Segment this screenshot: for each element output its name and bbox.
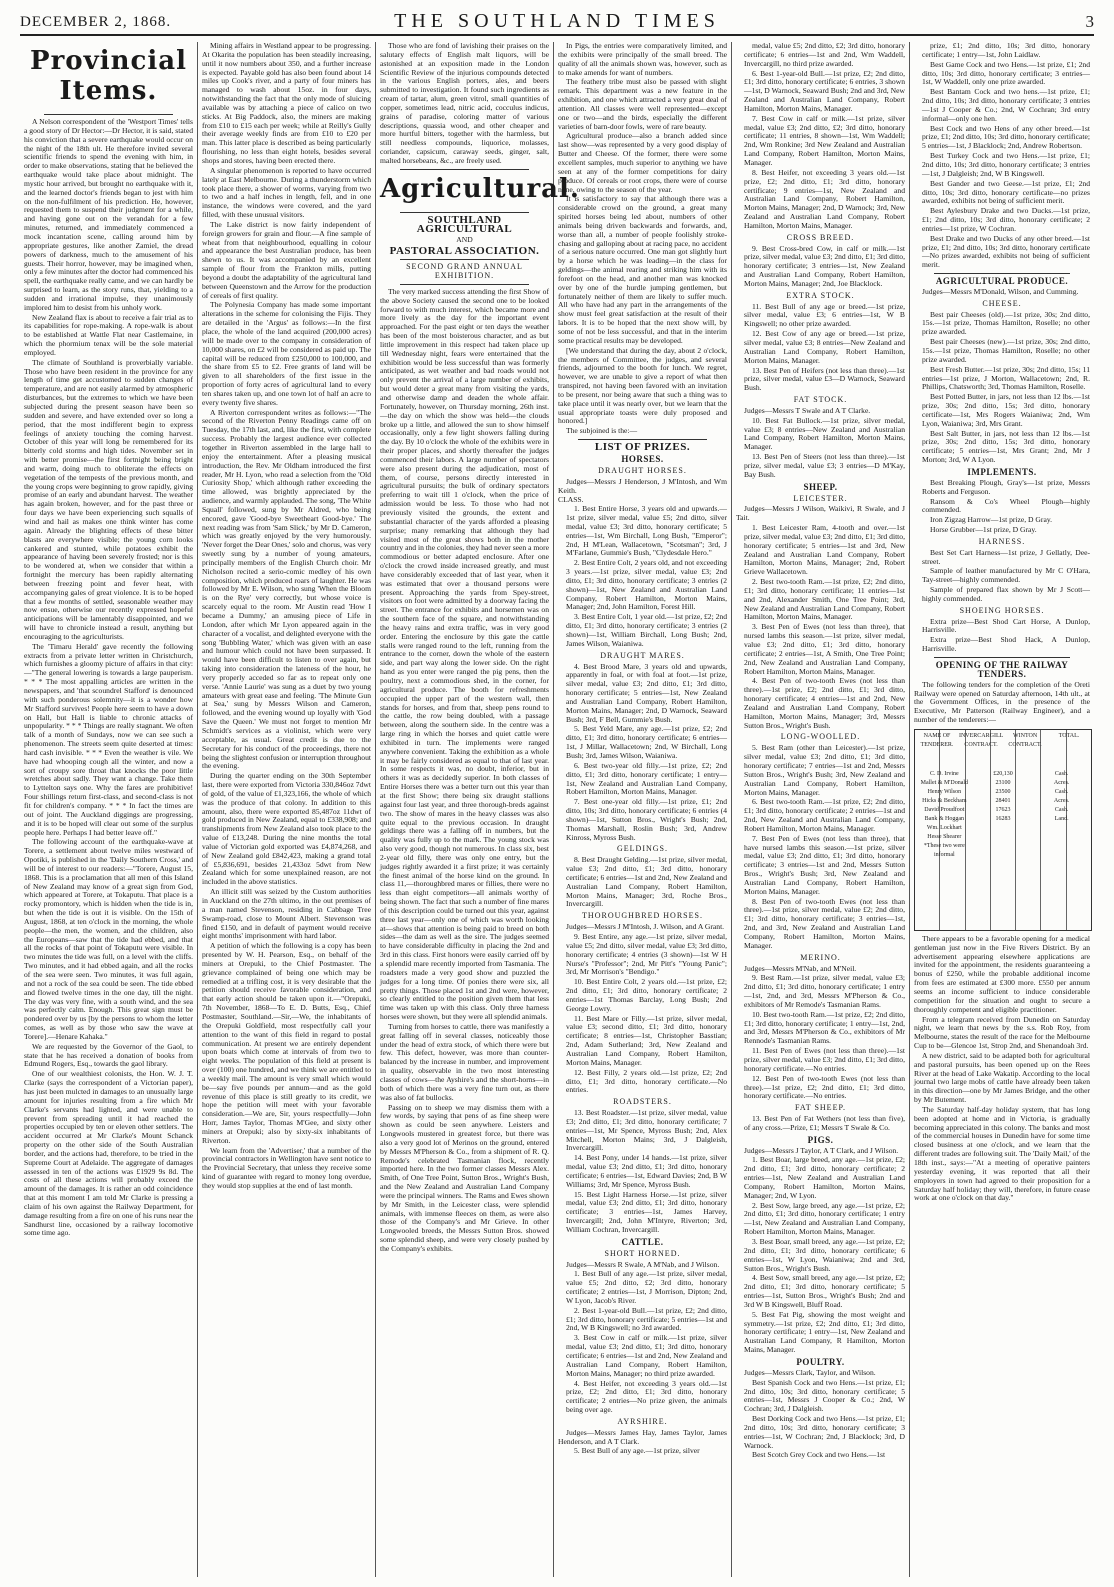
newspaper-title: THE SOUTHLAND TIMES — [394, 10, 720, 32]
prize-entry: Best Aylesbury Drake and two Ducks.—1st prize, £1; 2nd ditto, 10s; 3rd ditto, honorary certificate; 2 entries—1st prize, W Cochran. — [922, 206, 1090, 233]
prize-entries — [736, 974, 905, 1101]
prize-entries — [736, 417, 905, 480]
prize-entries — [558, 933, 727, 1095]
prize-entry: 1. Best Entire Horse, 3 years old and upwards.—1st prize, silver medal, value £5; 2nd ditto, silver medal, value £3; 3rd ditto, honorary certificate; 5 entries—1st, Wm Birchall, Long Bush, "Emperor"; 2nd, H M'Lean, Wallacetown, "Scotsman"; 3rd, J M'Farlane, Gummie's Bush, "Clydesdale Hero." — [566, 504, 727, 558]
tenderer-name: Mallet & M'Donald — [920, 779, 969, 786]
prize-entry: 7. Best Pen of Ewes (not less than three), that have nursed lambs this season.—1st prize, silver medal, value £3; 2nd ditto, £1; 3rd ditto, honorary certificate; 3 entries—1st and 2nd, Messrs Sutton Bros., Wright's Bush; 3rd, New Zealand and Australian Land Company, Robert Hamilton, Morton Mains, Manager. — [744, 833, 905, 896]
article-paragraph: It is satisfactory to say that although there was a considerable crowd on the ground, a great many spirited horses being led about, numbers of other animals being driven backwards and forwards, and, worse than all, a number of people foolishly stroke-chasing and galloping about at racing pace, no accident of a serious nature occurred. One man got slightly hurt by a horse which he was leading—in the class for geldings—the animal rearing and striking him with its forefoot on the head, and another man was knocked over by one of the hurdle jumping gentlemen, but fortunately neither of them are likely to suffer much. All who have had any part in the arrangements of the show must feel great satisfaction at the result of their labors. It is to be hoped that the next show will, by some of not be less successful, and that in the interim some practical results may be developed. — [558, 194, 727, 345]
masthead — [20, 8, 1094, 36]
article-paragraph: A petition of which the following is a copy has been presented by W. H. Pearson, Esq., on behalf of the miners at Orepuki, to the Chief Postmaster. The grievance complained of being one which may be remedied at a trifling cost, it is very desirable that the petition should receive favorable consideration, and that early action should be taken upon it.—"Orepuki, 7th November, 1868—To E. D. Butts, Esq., Chief Postmaster, Southland.—Sir,—We, the inhabitants of the Orepuki Goldfield, most respectfully call your attention to the want of this field in regard to postal communication. At present we are entirely dependent upon boats which come at intervals of from two to eight weeks. The population of this field at present is over (100) one hundred, and we think we are entitled to a weekly mail. The amount is very small which would be—say five pounds per annum—and as the gold revenue of this place is still greatly to its credit, we hope the petition will meet with your favorable consideration.—We are, Sir, yours respectfully—John Horr, James Taylor, Thomas M'Gee, and sixty other miners at Orepuki; also by sixty-six inhabitants of Riverton. — [202, 941, 371, 1145]
article-paragraph: The feathery tribe must also be passed with slight remark. This department was a new feature in the exhibition, and one which attracted a very great deal of attention. All classes were well represented—except one or two—and the birds, especially the different varieties of barn-door fowls, were of rare beauty. — [558, 77, 727, 131]
table-subheader: Acres. — [1053, 779, 1070, 786]
article-paragraph: From a telegram received from Dunedin on Saturday night, we learn that news by the s.s. Rob Roy, from Melbourne, states the result of the race for the Melbourne Cup to be—Glencoe 1st, Strop 2nd, and Shenandoah 3rd. — [914, 1014, 1090, 1051]
article-paragraph: The Saturday half-day holiday system, that has long been adopted at home and in Victoria, is gradually becoming appreciated in this colony. The banks and most of the commercial houses in Dunedin have for some time closed business at one o'clock, and we learn that the different trades are following suit. The 'Daily Mail,' of the 18th inst., says:—"At a meeting of operative painters yesterday evening, it was reported that all their employers in town had agreed to their proposition for a Saturday half holiday; they will, therefore, in future cease work at one o'clock on that day." — [914, 1104, 1091, 1203]
prize-entry: 2. Best Sow, large breed, any age.—1st prize, £2; 2nd ditto, £1; 3rd ditto, honorary certificate; 1 entry—1st, New Zealand and Australian Land Company, Robert Hamilton, Morton Mains, Manager. — [744, 1200, 905, 1237]
column-6-articles — [914, 935, 1090, 1203]
judges-line: Judges—Messrs T Swale and A T Clarke. — [744, 405, 871, 415]
prize-entry: 11. Best Pen of Ewes (not less than three).—1st prize, silver medal, value £3; 2nd ditto, £1; 3rd ditto, honorary certificate.—No entries. — [744, 1046, 905, 1073]
shorthorn-heading: SHORT HORNED. — [604, 1248, 681, 1258]
prize-entries — [558, 505, 727, 649]
cash-values — [974, 770, 1033, 860]
column-2-articles — [202, 42, 371, 1191]
prize-entries — [558, 1447, 727, 1456]
prize-entry: 7. Best Cow in calf or milk.—1st prize, silver medal, value £3; 2nd ditto, £2; 3rd ditto, honorary certificate; 11 entries, 8 shown—1st, Wm Waddell; 2nd, Wm Ronkine; 3rd New Zealand and Australian Land Company, Robert Hamilton, Morton Mains, Manager. — [744, 113, 905, 167]
table-subheader: Cash. — [1054, 770, 1069, 777]
exhibition-heading: SECOND GRAND ANNUAL EXHIBITION. — [406, 262, 523, 281]
article-paragraph: The Polynesia Company has made some important alterations in the scheme for colonising the Fijis. They are detailed in the 'Argus' as follows:—In the first place, the whole of the land acquired (200,000 acres) will be made over to the company in consideration of 10,000 shares, on £2 will be considered as paid up. The capital will be reduced from £250,000 to 100,000, and the share from £5 to £2. Free grants of land will be given to all shareholders of the first issue in the proportion of forty acres of agricultural land to every ten shares taken up, and one town lot of half an acre to every twenty five shares. — [202, 300, 371, 407]
prize-entry: 6. Best two-tooth Ram.—1st prize, £2; 2nd ditto, £1; 3rd ditto, honorary certificate; 2 entries—1st and 2nd, New Zealand and Australian Land Company, Robert Hamilton, Morton Mains, Manager. — [744, 797, 905, 833]
tenderer-name: Henry Wilson — [927, 788, 962, 795]
horses-heading: HORSES. — [621, 453, 664, 464]
prize-entry: Best pair Cheeses (old).—1st prize, 30s; 2nd ditto, 15s.—1st prize, Thomas Hamilton, Roselle; no other prize awarded. — [922, 309, 1090, 337]
prize-entry: 6. Best 1-year-old Bull.—1st prize, £2; 2nd ditto, £1; 3rd ditto, honorary certificate; 6 entries, 3 shown—1st, D Warnock, Seaward Bush; 2nd and 3rd, New Zealand and Australian Land Company, Robert Hamilton, Morton Mains, Manager. — [744, 68, 905, 113]
draught-horses-heading: DRAUGHT HORSES. — [598, 465, 687, 475]
article-paragraph: In Pigs, the entries were comparatively limited, and the exhibits were principally of the small breed. The quality of all the animals shown was, however, such as to make amends for want of numbers. — [558, 41, 727, 77]
prize-entries — [736, 744, 905, 950]
column-5 — [732, 42, 910, 1577]
prize-entry: 10. Best two-tooth Ram.—1st prize, £2; 2nd ditto, £1; 3rd ditto, honorary certificate; 1 entry—1st, 2nd, and 3rd, Messrs M'Pherson & Co., exhibitors of Mr Rennode's Tasmanian Rams. — [744, 1009, 905, 1046]
prize-entry: 4. Best Heifer, not exceeding 3 years old.—1st prize, £2; 2nd ditto, £1; 3rd ditto, honorary certificate; 2 entries—No prize given, the animals being over age. — [566, 1378, 727, 1415]
page-number: 3 — [1085, 12, 1094, 31]
column-4-report — [558, 42, 727, 436]
tenderer-names — [915, 770, 974, 860]
article-paragraph: The Lake district is now fairly independent of foreign growers for grain and flour.—A fine sample of wheat from that neighbourhood, equalling in colour and appearance the best Australian produce, has been shewn to us. It was accompanied by an excellent sample of flour from the Frankton mills, putting beyond a doubt the adaptability of the agricultural land between Queenstown and the Arrow for the production of cereals of first quality. — [202, 219, 371, 300]
prize-entry: Sample of leather manufactured by Mr C O'Hara, Tay-street—highly commended. — [922, 566, 1090, 585]
tenderer-name: Wm. Lockhart — [926, 824, 962, 831]
prize-entry: 9. Best Cross-bred Cow, in calf or milk.—1st prize, silver medal, value £3; 2nd ditto, £1; 3rd ditto, honorary certificate; 3 entries—1st, New Zealand and Australian Land Company, Robert Hamilton, Morton Mains, Manager; 2nd, Joe Blacklock. — [744, 243, 905, 288]
prize-entry: 13. Best Pen of Steers (not less than three).—1st prize, silver medal, value £3; 3 entries—D M'Kay, Bay Bush. — [744, 452, 905, 479]
article-paragraph: Turning from horses to cattle, there was manifestly a great falling off in several classes, noticeably those under the head of extra stock, of which there were but few. This defect, however, was more than counter-balanced by the increase in number, and improvement in quality, observable in the two most interesting classes of cows—the Ayshire's and the short-horns—in both of which there was a very fine turn out, as there was also of fat bullocks. — [380, 1021, 549, 1102]
table-subheader: Acres. — [1053, 797, 1070, 804]
prize-entry: Iron Zigzag Harrow—1st prize, D Gray. — [930, 515, 1053, 525]
prize-entry: 12. Best Cow of any age or breed.—1st prize, silver medal, value £3; 8 entries—New Zealand and Australian Land Company, Robert Hamilton, Morton Mains, Manager. — [744, 329, 905, 365]
table-subheaders — [1032, 770, 1091, 860]
cash-value: 28401 — [995, 797, 1011, 804]
column-3 — [376, 41, 580, 1577]
title-rule — [44, 114, 173, 115]
judges-line: Judges—Messrs Clark, Taylor, and Wilson. — [744, 1367, 876, 1377]
column-6 — [910, 42, 1094, 1577]
fat-sheep-heading: FAT SHEEP. — [794, 1103, 847, 1113]
prize-entry: 1. Best Leicester Ram, 4-tooth and over.—1st prize, silver medal, value £3; 2nd ditto, £1; 3rd ditto, honorary certificate; 5 entries—1st and 3rd, New Zealand and Australian Land Company, Robert Hamilton, Morton Mains, Manager; 2nd, Robert Grieve Wallacetown. — [744, 523, 905, 577]
prize-entries — [914, 42, 1090, 270]
prize-entry: 2. Best Entire Colt, 2 years old, and not exceeding 3 years.—1st prize, silver medal, value £3; 2nd ditto, £1; 3rd ditto, honorary certificate; 3 entries (2 shown)—1st, New Zealand and Australian Land Company, Robert Hamilton, Morton Mains, Manager; 2nd, John Hamilton, Forest Hill. — [566, 558, 727, 612]
prize-entry: 1. Best Bull of any age.—1st prize, silver medal, value £5; 2nd ditto, £2; 3rd ditto, honorary certificate; 2 entries—1st, J Morrison, Dipton; 2nd, W Lyon, Jacob's River. — [566, 1269, 727, 1305]
article-paragraph: [We understand that during the day, about 2 o'clock, the members of Committee, the judges, and several friends, adjourned to the booth for lunch. We regret, however, we are unable to give a report of what then transpired, not having been favored with an invitation to be present, nor being aware that such a thing was to take place until it was nearly over, but we learn that the usual appropriate toasts were duly proposed and honored.] — [558, 345, 727, 426]
table-header-cell: NAME OF TENDERER. — [920, 732, 954, 748]
long-woolled-heading: LONG-WOOLLED. — [780, 732, 861, 742]
prize-entry: Best Gander and two Geese.—1st prize, £1; 2nd ditto, 10s; 3rd ditto, honorary certificate—no prizes awarded, exhibits not being of sufficient merit. — [922, 178, 1090, 206]
prize-entry: 8. Best Draught Gelding.—1st prize, silver medal, value £3; 2nd ditto, £1; 3rd ditto, honorary certificate; 6 entries—1st and 2nd, New Zealand and Australian Land Company, Robert Hamilton, Morton Mains, Manager; 3rd, Roche Bros., Invercargill. — [566, 855, 727, 909]
prize-entries — [914, 567, 1090, 603]
prize-entries — [914, 618, 1090, 654]
article-paragraph: The very marked success attending the first Show of the above Society caused the second one to be looked forward to with much interest, which became more and more lively as the day for the important event approached. For the past eight or ten days the weather has been of the most boisterous character, and as but little improvement in this respect had taken place up till Wednesday night, fears were entertained that the exhibition would be less successful than was formerly anticipated, as wet weather and bad roads would not only prevent the arrival of a large number of exhibits, but would deter a great many from visiting the yards, and otherwise damp and deaden the whole affair. Fortunately, however, on Thursday morning, 26th inst.—the day on which the show was held—the clouds broke up a little, and allowed the sun to show himself occasionally, only a few light showers falling during the day. By 10 o'clock the whole of the exhibits were in their proper places, and shortly thereafter the judges commenced their labors. A large number of spectators were also present during the adjudication, most of them, of course, persons directly interested in agricultural pursuits; the bulk of ordinary spectators preferring to wait till 1 o'clock, when the price of admission would be less. To those who had not previously visited the grounds, the extent and substantial character of the yards afforded a pleasing surprise; many remarking that although they had visited most of the great shows both in the mother country and in the colonies, they had never seen a more commodious or better adapted enclosure. After one o'clock the crowd inside increased greatly, and must have considerably exceeded that of last year, when it was estimated that over a thousand persons were present. Approaching the yards from Spey-street, visitors on foot were admitted by a doorway facing the street. The entrance for exhibits and horsemen was on the southern face of the square, and notwithstanding the heavy rains and extra traffic, was in very good order. Entering the enclosure by this gate the cattle stalls were ranged round to the left, running from the entrance to the corner, down the whole of the eastern side, and part way along the lower side. On the right hand as you enter were ranged the pig pens, then the poultry, next a commodious shed, in the corner, for agricultural produce. The booth for refreshments occupied the upper part of the western wall, then stands for horses, and from that, sheep pens round to the cattle, the row being doubled, with a passage between, along the southern side. In the centre was a large ring in which the horses and quiet cattle were exhibited in turn. The implements were ranged anywhere convenient. Taking the exhibition as a whole it may be fairly considered as equal to that of last year. In some respects it was, no doubt, inferior, but in others it was as decidedly superior. In both classes of Entire Horses there was a better turn out this year than at the first Show; there being six draught stallions against four last year, and three thorough-breds against two. The show of mares in the heavy classes was also quite equal to the previous occasion. In draught geldings there was a falling off in numbers, but the quality was fully up to the mark. The young stock was also very good, though not numerous. In class six, best 2-year old filly, there was only one entry, but the judges rightly awarded it a first prize; it was certainly the finest animal of the horse kind on the ground. In class 11,—thoroughbred mares or fillies, there were no less than eight competitors—all animals worthy of being shown. The fact that such a number of fine mares of this description could be turned out this year, against three last year—only one of which was worth looking at—shows that attention is being paid to breed on both sides—the dam as well as the sire. The judges seemed to have considerable difficulty in placing the 2nd and 3rd in this class. First honors were easily carried off by a splendid mare recently imported from Tasmania. The roadsters made a very good show and puzzled the judges for a long time. Of ponies there were six, all pretty things. Those placed 1st and 2nd were, however, so clearly entitled to the position given them that less time was taken up with this class. Only three harness horses were shown, but they were all splendid animals. — [380, 286, 549, 1022]
article-paragraph: The climate of Southland is proverbially variable. Those who have been resident in the province for any length of time get accustomed to sudden changes of temperature, and are not easily alarmed by atmospheric disturbances, but the extremes to which we have been subjected during the present season have been so sudden and severe, and have extended over so long a period, that the most indifferent begin to express feelings of anxiety touching the coming harvest. October of this year will long be remembered for its bitterly cold storms and high tides. November set in with better promise—the first fortnight being bright and warm, doing much to obliterate the effects on vegetation of the tempests of the previous month, and the young crops were beginning to grow rapidly, giving promise of an early and abundant harvest. The weather has again broken, however, and for the past three or four days we have been experiencing such squalls of wind and hail as makes one think winter has come again. Already the blighting effects of these bitter blasts are everywhere visible; the young corn looks cankered and stunted, while potatoes exhibit the appearance of having been severely frosted; nor is this to be wondered at, when we consider that within a fortnight the mercury has been rapidly alternating between freezing point and fever heat, with accompanying gales of great violence. It is to be hoped that a few months of settled, seasonable weather may now ensue, otherwise our recently expressed hopeful anticipations will be lamentably disappointed, and we will have to chronicle instead a result, anything but encouraging to the agriculturists. — [24, 357, 193, 641]
article-paragraph: We learn from the 'Advertiser,' that a number of the provincial contractors in Wellington have sent notice to the Provincial Secretary, that unless they receive some kind of guarantee with regard to money long overdue, they would stop supplies at the end of last month. — [202, 1145, 371, 1190]
prize-entry: 1. Best Boar, large breed, any age.—1st prize, £2; 2nd ditto, £1; 3rd ditto, honorary certificate; 2 entries—1st, New Zealand and Australian Land Company, Robert Hamilton, Morton Mains, Manager; 2nd, W Lyon. — [744, 1155, 905, 1200]
article-paragraph: An illicit still was seized by the Custom authorities in Auckland on the 27th ultimo, in the out premises of a man named Stevenson, residing in Cabbage Tree Swamp-road, close to Mount Albert. Stevenson was fined £150, and in default of payment would receive eight months' imprisonment with hard labor. — [202, 887, 371, 941]
cash-value: 23100 — [995, 779, 1011, 786]
divider — [934, 273, 1070, 274]
prize-entry: 15. Best Light Harness Horse.—1st prize, silver medal, value £3; 2nd ditto, £1; 3rd ditto, honorary certificate; 3 entries—1st, James Harvey, Invercargill; 2nd, John M'Intyre, Riverton; 3rd, William Cochran, Invercargill. — [566, 1189, 727, 1234]
article-paragraph: New Zealand flax is about to receive a fair trial as to its capabilities for rope-making. A rope-walk is about to be established at Wattle Flat near Castlemaine, in which the phormium tenax will be the sole material employed. — [24, 312, 193, 357]
prize-entry: 13. Best Pen of Heifers (not less than three).—1st prize, silver medal, value £3—D Warnock, Seaward Bush. — [744, 365, 905, 393]
table-subheader: Cash. — [1054, 788, 1069, 795]
prize-entry: Extra prize—Best Shod Hack, A Dunlop, Harrisville. — [922, 635, 1090, 654]
section-title-provincial: Provincial Items. — [30, 46, 187, 106]
prize-entry: 14. Best Pony, under 14 hands.—1st prize, silver medal, value £3; 2nd ditto, £1; 3rd ditto, honorary certificate; 6 entries—1st, Edward Davies; 2nd, B W Williams; 3rd, Mr Spence, Myross Bush. — [566, 1153, 727, 1189]
prize-entries — [736, 1156, 905, 1355]
merino-heading: MERINO. — [800, 952, 841, 962]
roadsters-heading: ROADSTERS. — [613, 1097, 672, 1107]
prize-entries — [736, 1115, 905, 1133]
column-3-top-article — [380, 42, 549, 166]
prize-entry: Best Potted Butter, in jars, not less than 12 lbs.—1st prize, 30s; 2nd ditto, 15s; 3rd ditto, honorary certificate—1st, Mrs Rogers Waianiwa; 2nd, Wm Lyon, Waianiwa; 3rd, Mrs Grant. — [922, 392, 1090, 428]
columns — [20, 42, 1094, 1577]
draught-mares-heading: DRAUGHT MARES. — [600, 650, 685, 660]
article-paragraph: A singular phenomenon is reported to have occurred lately at East Melbourne. During a thunderstorm which took place there, a shower of worms, varying from two to two and a half inches in length, fell, and in one instance, the windows were covered, and the yard filled, with these unusual visitors. — [202, 165, 371, 220]
judges-line: Judges—Messrs J Henderson, J M'Intosh, and Wm Keith. — [558, 476, 727, 495]
prize-entry: Best pair Cheeses (new).—1st prize, 30s; 2nd ditto, 15s.—1st prize, Thomas Hamilton, Roselle; no other prize awarded. — [922, 337, 1090, 364]
cheese-heading: CHEESE. — [982, 298, 1022, 308]
prize-entry: Extra prize—Best Shod Cart Horse, A Dunlop, Harrisville. — [922, 616, 1090, 635]
issue-date: DECEMBER 2, 1868. — [20, 14, 172, 30]
prize-entry: 13. Best Pen of Fat Wethers (not less than five), of any cross.—Prize, £1; Messrs T Swale & Co. — [744, 1114, 905, 1132]
prize-entry: Best Salt Butter, in jars, not less than 12 lbs.—1st prize, 30s; 2nd ditto, 15s; 3rd ditto, honorary certificate; 5 entries—1st, Mrs Grant; 2nd, Mr J Morton; 3rd, W A Lyon. — [922, 428, 1090, 465]
article-paragraph: We are requested by the Governor of the Gaol, to state that he has received a donation of books from Edmund Rogers, Esq., towards the gaol library. — [24, 1041, 193, 1069]
shoeing-heading: SHOEING HORSES. — [959, 605, 1045, 615]
prize-entries — [914, 479, 1090, 535]
judges-line: Judges—Messrs M'Donald, Wilson, and Cumming. — [922, 286, 1079, 296]
table-subheader: Land. — [1054, 815, 1069, 822]
judges-line: Judges—Messrs J Taylor, A T Clark, and J Wilson. — [744, 1145, 899, 1155]
tenders-heading: OPENING OF THE RAILWAY TENDERS. — [935, 660, 1069, 679]
article-paragraph: The following account of the earthquake-wave at Torere, a settlement about twelve miles westward of Opotiki, is published in the 'Daily Southern Cross,' and will be of interest to our readers:—"Torere, August 15, 1868. This is a proclamation that all men of this Island of New Zealand may know of a great sign from God, which appeared at Torere, at Tokaputu. That place is a rocky promontory, which is hidden when the tide is in, but when the tide is out it is visible. On the 15th of August, 1868, at ten o'clock in the morning, the whole people—the men, the women, and the children, also the Europeans—saw that the tide had ebbed, and that all the rocks of that point of Tokaputu were visible. In two minutes the tide was full, on a level with the cliffs. Two minutes, and it had ebbed again, and all the rocks of the sea were seen. Two minutes, it was full again, and not a rock of the sea could be seen. The tide ebbed and flowed twelve times in the one day, till the night. The day was very fine, with a south wind, and the sea was perfectly calm. Enough. This great sign must be pondered over by us [by the persons to whom the letter comes, as well as by those who saw the wave at Torere].—Henare Kahaka." — [24, 837, 193, 1041]
prize-entry: 9. Best Ram.—1st prize, silver medal, value £3; 2nd ditto, £1; 3rd ditto, honorary certificate; 1 entry—1st, 2nd, and 3rd, Messrs M'Pherson & Co., exhibitors of Mr Remode's Tasmanian Rams. — [744, 973, 905, 1009]
prize-entry: 6. Best two-year old filly.—1st prize, £2; 2nd ditto, £1; 3rd ditto, honorary certificate; 1 entry—1st, New Zealand and Australian Land Company, Robert Hamilton, Morton Mains, Manager. — [566, 760, 727, 797]
agricultural-produce-heading: AGRICULTURAL PRODUCE. — [935, 276, 1069, 287]
prize-entry: Sample of prepared flax shown by Mr J Scott—highly commended. — [922, 585, 1090, 603]
prize-entry: 13. Best Roadster.—1st prize, silver medal, value £3; 2nd ditto, £1; 3rd ditto, honorary certificate; 7 entries—1st, Mr Spence, Myross Bush; 2nd, Alex Mitchell, Morton Mains; 3rd, J Dalgleish, Invercargill. — [566, 1108, 727, 1153]
prize-entries — [736, 42, 905, 231]
article-paragraph: Those who are fond of lavishing their praises on the salutary effects of English malt liquors, will be astonished at an exposition made in the London Scientific Review of the injurious compounds detected in the various English porters, ales, and beers submitted to investigation. It found such ingredients as cream of tartar, alum, green vitrol, small quantities of copper, sometimes lead, nitric acid, cocculus indicus, grains of paradise, coloring matter of various descriptions, quassia wood, and other cheaper and more hurtful bitters, together with the harmless, but still needless compounds, liquorice, molasses, coriander, capsicum, caraway seeds, ginger, salt, malted horsebeans, &c., are freely used. — [380, 41, 549, 165]
prize-entry: Horse Grubber—1st prize, D Gray. — [930, 525, 1037, 535]
cattle-heading: CATTLE. — [621, 1236, 664, 1247]
prize-entry: Best Spanish Cock and two Hens.—1st prize, £1; 2nd ditto, 10s; 3rd ditto, honorary certificate; 5 entries—1st, Messrs J Cooper & Co.; 2nd, W Cochran; 3rd, J Dalgleish. — [744, 1377, 905, 1414]
prize-entry: 12. Best Pen of two-tooth Ewes (not less than three).—1st prize, £2; 2nd ditto, £1; 3rd ditto, honorary certificate.—No entries. — [744, 1073, 905, 1101]
column-2 — [198, 42, 376, 1577]
article-paragraph: During the quarter ending on the 30th September last, there were exported from Victoria 330,846oz 7dwt of gold, of the value of £1,323,166, the whole of which was the produce of that colony. In addition to this amount, also, there were exported 85,487oz 11dwt of gold produced in New Zealand, equal to £338,908; and transhipments from New Zealand also took place to the value of £13,248. During the nine months the total value of Victorian gold exported was £4,874,268, and of New Zealand gold £842,423, making a grand total of £5,836,691, besides 21,433oz 5dwt from New Zealand which for some unexplained reason, are not included in the above statistics. — [202, 771, 371, 887]
prize-entry: Best Fresh Butter.—1st prize, 30s; 2nd ditto, 15s; 11 entries—1st prize, J Morton, Wallacetown; 2nd, R. Phillips, Chatsworth; 3rd, Thomas Hamilton, Roselle. — [922, 364, 1090, 392]
prize-entry: 5. Best Yeld Mare, any age.—1st prize, £2; 2nd ditto, £1; 3rd ditto, honorary certificate; 6 entries—1st, J Millar, Wallacetown; 2nd, W Birchall, Long Bush; 3rd, James Wilson, Waianiwa. — [566, 724, 727, 760]
prize-entry: 3. Best Cow in calf or milk.—1st prize, silver medal, value £3; 2nd ditto, £1; 3rd ditto, honorary certificate; 6 entries—1st and 2nd, New Zealand and Australian Land Company, Robert Hamilton, Morton Mains, Manager; no third prize awarded. — [566, 1333, 727, 1378]
prize-entries — [558, 856, 727, 909]
article-paragraph: The subjoined is the:— — [566, 426, 638, 436]
tenders-intro: The following tenders for the completion of the Oreti Railway were opened on Saturday afternoon, 14th ult., at the Government Offices, in the presence of the Executive, Mr Patterson (Railway Engineer), and a number of the tenderers:— — [914, 679, 1090, 725]
association-and: AND — [456, 234, 473, 244]
prize-entry: 5. Best Fat Pig, showing the most weight and symmetry.—1st prize, £2; 2nd ditto, £1; 3rd ditto, honorary certificate; 1 entry—1st, New Zealand and Australian Land Company, R Hamilton, Morton Mains, Manager. — [744, 1309, 905, 1355]
prize-entry: Best Turkey Cock and two Hens.—1st prize, £1; 2nd ditto, 10s; 3rd ditto, honorary certificate; 3 entries—1st, J Dalgleish; 2nd, W B Kingswell. — [922, 151, 1090, 178]
class-label: CLASS. — [558, 495, 584, 505]
association-title-2: PASTORAL ASSOCIATION. — [389, 245, 540, 258]
cash-value: 17623 — [995, 806, 1011, 813]
prize-entry: 5. Best Ram (other than Leicester).—1st prize, silver medal, value £3; 2nd ditto, £1; 3rd ditto, honorary certificate; 7 entries—1st and 2nd, Messrs Sutton Bros., Wright's Bush; 3rd, New Zealand and Australian Land Company, Robert Hamilton, Morton Mains, Manager. — [744, 743, 905, 797]
implements-heading: IMPLEMENTS. — [967, 466, 1037, 477]
prize-entry: 10. Best Fat Bullock.—1st prize, silver medal, value £3; 8 entries—New Zealand and Australian Land Company, Robert Hamilton, Morton Mains, Manager. — [744, 415, 905, 452]
article-paragraph: The 'Timaru Herald' gave recently the following extracts from a private letter written in Christchurch, which furnishes a gloomy picture of affairs in that city:—"The general lowering is towards a large pauperism. * * * The most appalling articles are written in the newspapers, and 'that scoundrel Stafford' is denounced with such ponderous solemnity—it is a wonder how Mr Stafford survives! People here seem to have a down on Hall, but Hall is liable to chronic attacks of unpopularity. * * * Things are really stagnant. We often talk of a month of Sundays, now we can see such a phenomenon. The streets seem quite deserted at times: hard cash invisible. * * * Even the weather is vile. We have had whooping cough all the winter, and now a sort of croupy sore throat that knocks the poor little wretches about sadly. They want a change. Take them to Lyttelton says one. Why the fares are prohibitive! Four shillings return first-class, and second-class is not fit for children's company. * * * In fact the times are out of joint. The Auckland diggings are progressing, and it is to be hoped will clear out some of the surplus people here. Perhaps I had better leave off." — [24, 641, 193, 837]
divider — [400, 284, 529, 285]
prize-entry: medal, value £5; 2nd ditto, £2; 3rd ditto, honorary certificate; 6 entries—1st and 2nd, Wm Waddell, Invercargill, no third prize awarded. — [744, 41, 905, 68]
prize-entry: Best Bantam Cock and two hens.—1st prize, £1; 2nd ditto, 10s; 3rd ditto, honorary certificate; 3 entries—1st J Cooper & Co.; 2nd, W Cochran; 3rd entry informal—only one hen. — [922, 87, 1090, 123]
prize-entries — [914, 549, 1090, 567]
prize-entry: 2. Best 1-year-old Bull.—1st prize, £2; 2nd ditto, £1; 3rd ditto, honorary certificate; 5 entries—1st and 2nd, W B Kingswell; no 3rd awarded. — [566, 1305, 727, 1333]
prize-entry: 8. Best Pen of two-tooth Ewes (not less than three).—1st prize, silver medal, value £2; 2nd ditto, £1; 3rd ditto, honorary certificate; 3 entries—1st, 2nd, and 3rd, New Zealand and Australian Land Company, Robert Hamilton, Morton Mains, Manager. — [744, 896, 905, 950]
prize-entry: 10. Best Entire Colt, 2 years old.—1st prize, £2; 2nd ditto, £1; 3rd ditto, honorary certificate; 2 entries—1st Thomas Barclay, Long Bush; 2nd George Lowry. — [566, 977, 727, 1013]
divider — [578, 439, 707, 440]
table-header — [915, 732, 1091, 750]
exhibition-report — [380, 288, 549, 1254]
section-title-agricultural: Agricultural. — [380, 173, 580, 204]
table-header-cell: TOTAL. — [1058, 732, 1080, 739]
article-paragraph: One of our wealthiest colonists, the Hon. W. J. T. Clarke (says the correspondent of a Victorian paper), has just been mulcted in damages to an unusually large amount for injuries resulting from a fire which Mr Clarke's servants had lighted, and were unable to prevent from spreading until it had reached the properties occupied by ten or eleven other settlers. The accident occurred at Mr Clarke's Mount Schanck property on the other side of the South Australian border, and the actions had, therefore, to be tried in the Supreme Court at Adelaide. The aggregate of damages assessed in ten of the actions was £1929 9s 8d. The costs of all these actions will probably exceed the amount of the damages. It is rather an odd coincidence that at this moment I am told Mr Clarke is pressing a claim of his own against the Railway Department, for damage resulting from a fire on one of his runs near the Sandhurst line, occasioned by a railway locomotive some time ago. — [24, 1069, 193, 1238]
column-4 — [554, 42, 732, 1577]
tenders-table — [914, 729, 1092, 931]
leicester-heading: LEICESTER. — [793, 493, 848, 503]
prize-entries — [558, 1109, 727, 1235]
prize-entries — [914, 311, 1090, 465]
article-paragraph: A Riverton correspondent writes as follows:—"The second of the Riverton Penny Readings came off on Tuesday, the 17th last, and, like the first, with complete success. Probably the largest audience ever collected together in Riverton assembled in the large hall to enjoy the entertainment. After a pleasing musical introduction, the Rev. Mr Oldham introduced the first reader, Mr H. Lyon, who read a selection from the 'Old Curiosity Shop,' which although rather exceeding the time allowed, was brightly appreciated by the audience, and warmly applauded. The song, 'The White Squall' followed, sung by Mr Aldred, who being encored, gave 'Good-bye Sweetheart Good-bye.' The next reading was from 'Sam Slick,' by Mr D. Cameron, which was greatly enjoyed by the very humorously. 'Never forget the Dear Ones,' solo and chorus, was very sweetly sung by a number of young amateurs, principally members of the English Church choir. Mr Nicholson recited a serio-comic medley of his own composition, which produced roars of laughter. He was followed by Mr E. Wilson, who sung 'When the Bloom is on the Rye' very correctly, but whose voice is scarcely equal to the room. Mr Austin read 'How I became a Dummy,' an amusing piece of Life in London, after which Mr Lyon appeared again in the character of a vocalist, and delighted everyone with the song 'Bubbling Water,' which was given with an ease and humour which could not have been surpassed. It would have been difficult to listen to over again, but taking into consideration the lateness of the hour, he very properly acceded so far as to repeat only one verse. 'Annie Laurie' was sung as a duet by two young amateurs with great ease and feeling. 'The Minute Gun at Sea,' sung by Messrs Wilson and Cameron, followed, and the evening wound up loyally with 'God Save the Queen.' We must not forget to mention Mr Schmidt's services as a violinist, which were very acceptable, as usual. Great credit is due to the Secretary for his conduct of the proceedings, there not being the slightest confusion or interruption throughout the evening. — [202, 407, 371, 771]
prize-entry: 3. Best Entire Colt, 1 year old.—1st prize, £2; 2nd ditto, £1; 3rd ditto, honorary certificate; 3 entries (2 shown)—1st, William Birchall, Long Bush; 2nd, James Wilson, Waianiwa. — [566, 612, 727, 648]
prize-entries — [558, 1270, 727, 1415]
prize-entry: 8. Best Heifer, not exceeding 3 years old.—1st prize, £2; 2nd ditto, £1; 3rd ditto, honorary certificate; 9 entries—1st, New Zealand and Australian Land Company, Robert Hamilton, Morton Mains, Manager; 2nd, D Warnock; 3rd, New Zealand and Australian Land Company, Robert Hamilton, Morton Mains, Manager. — [744, 167, 905, 230]
prize-entry: 11. Best Mare or Filly.—1st prize, silver medal, value £3; second ditto, £1; 3rd ditto, honorary certificate; 8 entries—1st, Christopher Basstian; 2nd, Adam Sutherland; 3rd, New Zealand and Australian Land Company, Robert Hamilton, Morton Mains, Manager. — [566, 1013, 727, 1067]
geldings-heading: GELDINGS. — [617, 844, 668, 854]
prize-entry: Best Set Cart Harness—1st prize, J Gellatly, Dee-street. — [922, 547, 1090, 566]
prize-entry: 12. Best Filly, 2 years old.—1st prize, £2; 2nd ditto, £1; 3rd ditto, honorary certificate.—No entries. — [566, 1067, 727, 1095]
prize-entry: 9. Best Entire, any age.—1st prize, silver medal, value £5; 2nd ditto, silver medal, value £3; 3rd ditto, honorary certificate; 4 entries (3 shown)—1st W H Nurse's "Professor"; 2nd, Mr Pitt's "Young Panic"; 3rd, Mr Morrison's "Bendigo." — [566, 932, 727, 977]
extra-stock-heading: EXTRA STOCK. — [786, 290, 855, 300]
prize-entry: 4. Best Pen of two-tooth Ewes (not less than three).—1st prize, £2; 2nd ditto, £1; 3rd ditto, honorary certificate; 4 entries—1st and 2nd, New Zealand and Australian Land Company, Robert Hamilton, Morton Mains, Manager; 3rd, Messrs Sutton Bros., Wright's Bush. — [744, 676, 905, 730]
prize-entry: prize, £1; 2nd ditto, 10s; 3rd ditto, honorary certificate; 1 entry—1st, John Laidlaw. — [922, 41, 1090, 59]
prize-entry: Best Game Cock and two Hens.—1st prize, £1; 2nd ditto, 10s; 3rd ditto, honorary certificate; 3 entries—1st, W Waddell, only one prize awarded. — [922, 59, 1090, 87]
cash-value: 16283 — [995, 815, 1011, 822]
cross-breed-heading: CROSS BREED. — [786, 232, 855, 242]
tenderer-name: C. D. Irvine — [930, 770, 959, 777]
judges-line: Judges—Messrs James Hay, James Taylor, James Henderson, and A T Clark. — [558, 1427, 727, 1446]
prize-entry: 4. Best Sow, small breed, any age.—1st prize, £2; 2nd ditto, £1; 3rd ditto, honorary certificate; 5 entries—1st, Sutton Bros., Wright's Bush; 2nd and 3rd W B Kingswell, Bluff Road. — [744, 1273, 905, 1309]
table-header-cell: INVERCARGILL CONTRACT. — [958, 732, 1004, 748]
tenderer-name: Hesse Shearer — [927, 833, 962, 840]
divider — [400, 212, 529, 213]
table-header-cell: WINTON CONTRACT. — [1008, 732, 1042, 748]
article-paragraph: Agricultural produce—also a branch added since last show—was represented by a very good display of Butter and Cheese. Of the former, there were some excellent samples, much superior to anything we have seen at any of the former competitions for dairy produce. Of cereals or root crops, there were of course none, owing to the season of the year. — [558, 131, 727, 194]
harness-heading: HARNESS. — [978, 536, 1026, 546]
prize-entry: 4. Best Brood Mare, 3 years old and upwards, apparently in foal, or with foal at foot.—1st prize, silver medal, value £3; 2nd ditto, £1; 3rd ditto, honorary certificate; 5 entries—1st, New Zealand and Australian Land Company, Robert Hamilton, Morton Mains, Manager; 2nd, D Warnock, Seaward Bush; 3rd, F Bell, Gummie's Bush. — [566, 661, 727, 724]
pigs-heading: PIGS. — [807, 1134, 834, 1145]
cash-value: £20,130 — [993, 770, 1013, 777]
prize-entry: Ransom & Co's Wheel Plough—highly commended. — [922, 496, 1090, 515]
judges-line: Judges—Messrs R Swale, A M'Nab, and J Wilson. — [566, 1259, 720, 1269]
prize-entry: Best Scotch Grey Cock and two Hens.—1st — [752, 1450, 886, 1460]
prize-entries — [736, 303, 905, 393]
prize-entry: 3. Best Pen of Ewes (not less than three), that nursed lambs this season.—1st prize, silver medal, value £3; 2nd ditto, £1; 3rd ditto, honorary certificate; 2 entries—1st, A Smith, One Tree Point; 2nd, New Zealand and Australian Land Company, Robert Hamilton, Morton Mains, Manager. — [744, 622, 905, 676]
divider — [934, 657, 1070, 658]
thoroughbred-heading: THOROUGHBRED HORSES. — [582, 911, 703, 921]
sheep-heading: SHEEP. — [803, 481, 838, 492]
prize-entries — [558, 663, 727, 843]
column-1 — [20, 42, 198, 1577]
ayrshire-heading: AYRSHIRE. — [617, 1416, 668, 1426]
prize-entries — [736, 524, 905, 730]
judges-line: Judges—Messrs J M'Intosh, J. Wilson, and A Grant. — [566, 922, 725, 932]
judges-line: Judges—Messrs M'Nab, and M'Neil. — [744, 963, 857, 973]
prize-entry: Best Breaking Plough, Gray's—1st prize, Messrs Roberts and Ferguson. — [922, 477, 1090, 496]
divider — [400, 169, 529, 170]
prize-entry: Best Cock and two Hens of any other breed.—1st prize, £1; 2nd ditto, 10s; 3rd ditto, honorary certificate; 5 entries—1st, J Blacklock; 2nd, Andrew Robertson. — [922, 123, 1090, 151]
prize-entry: 3. Best Boar, small breed, any age.—1st prize, £2; 2nd ditto, £1; 3rd ditto, honorary certificate; 6 entries—1st, W Lyon, Waianiwa; 2nd and 3rd, Sutton Bros., Wright's Bush. — [744, 1237, 905, 1273]
association-title: SOUTHLAND AGRICULTURAL — [416, 213, 513, 235]
table-subheader: Cash. — [1054, 806, 1069, 813]
tenderer-name: Hicks & Beckham — [922, 797, 967, 804]
prize-entry: 5. Best Bull of any age.—1st prize, silver — [574, 1446, 700, 1456]
article-paragraph: There appears to be a favorable opening for a medical gentleman just now in the Five Rivers District. By an advertisement appearing elsewhere applications are invited for the appointment, the residents guaranteeing a bonus of £250, while the probable additional income from fees are estimated at £300 more. £550 per annum seems an income sufficient to induce considerable competition for the situation and ought to secure a thoroughly competent and eligible practitioner. — [914, 933, 1090, 1014]
table-body — [915, 770, 1091, 860]
prize-entry: Best Dorking Cock and two Hens.—1st prize, £1; 2nd ditto, 10s; 3rd ditto, honorary certificate; 3 entries—1st, W Cochran; 2nd, J Blacklock; 3rd, D Warnock. — [744, 1414, 905, 1450]
poultry-heading: POULTRY. — [796, 1356, 845, 1367]
cash-value: 23500 — [995, 788, 1011, 795]
article-paragraph: A Nelson correspondent of the 'Westport Times' tells a good story of Dr Hector:—Dr Hector, it is said, stated his conviction that a severe earthquake would occur on the night of the 18th ult. He therefore invited several scientific friends to spend the evening with him, in order to make observations, stating that he believed the earthquake would take place about midnight. The mystic hour arrived, but brought no earthquake with it, and the learned doctor's friends began to jest with him on the non-fulfilment of his prediction. He, however, requested them to suspend their judgment for a while, and having gone out on the verandah for a few minutes, returned, and immediately commenced a mock incantation scene, calling around him by appropriate gestures, like another Zamiel, the dread powers of darkness, much to the amusement of his guests. Their horror, however, may be imagined when, only a few minutes after the doctor had commenced his spell, the earthquake really came, and we can hardly be surprised to learn, as the story runs, that, yielding to a sudden and irrational impulse, they unanimously implored him to desist from his unholy work. — [24, 117, 193, 312]
judges-line: Judges—Messrs J Wilson, Waikivi, R Swale, and J Tait. — [736, 504, 905, 523]
divider — [400, 259, 529, 260]
prize-entry: Best Drake and two Ducks of any other breed.—1st prize, £1; 2nd ditto, 10s; 3rd ditto, honorary certificate—No prizes awarded, exhibits not being of sufficient merit. — [922, 233, 1090, 270]
article-paragraph: Passing on to sheep we may dismiss them with a few words, by saying that pens of as fine sheep were shown as could be seen anywhere. Leisters and Longwools mustered in greatest force, but there was also a very good lot of Merinos on the ground, entered by Messrs M'Pherson & Co., from a shipment of R. Q. Remode's celebrated Tasmanian flock, recently imported here. In the two former classes Messrs Alex. Smith, of One Tree Point, Sutton Bros., Wright's Bush, and the New Zealand and Australian Land Company were the principal winners. The Rams and Ewes shown by Mr Smith, in the Leicester class, were splendid animals, with immense fleeces on them, as were also those of the Company's and Mr Grieve. In other Longwooled breeds, the Messrs Sutton Bros. showed some splendid sheep, and were very closely pushed by the Company's exhibits. — [380, 1102, 549, 1253]
prize-entries — [736, 245, 905, 289]
column-1-articles — [24, 118, 193, 1238]
fat-stock-heading: FAT STOCK. — [793, 395, 848, 405]
article-paragraph: A new district, said to be adapted both for agricultural and pastoral pursuits, has been opened up on the Rees River at the head of Lake Wakatip. According to the local journal two large mobs of cattle have already been taken in this direction—one by Mr James Bridge, and the other by Mr Butement. — [914, 1050, 1090, 1105]
tenderer-name: David Proudfoot — [924, 806, 965, 813]
prize-list-title: LIST OF PRIZES. — [594, 441, 691, 454]
tenderer-name: *These two were informal — [923, 842, 965, 858]
article-paragraph: Mining affairs in Westland appear to be progressing. At Okarita the population has been steadily increasing, until it now numbers about 350, and a further increase is expected. Payable gold has also been found about 14 miles up Cook's river, and a party of four miners has managed to wash about 15oz. in four days, notwithstanding the fact that the only mode of sluicing available was by attaching a piece of calico on two sticks. At Big Paddock, also, the miners are making from £10 to £15 each per week; while at Reilly's Gully their average weekly finds are from £10 to £20 per man. This latter place is described as being particularly flourishing, no less than eight hotels, besides several shops and stores, having been erected there. — [202, 41, 371, 165]
tenderer-name: Bank & Hoggan — [924, 815, 964, 822]
prize-entry: 7. Best one-year old filly.—1st prize, £1; 2nd ditto, 10s; 3rd ditto, honorary certificate; 6 entries (4 shown)—1st, Sutton Bros., Wright's Bush; 2nd, Thomas Marshall, Roslin Bush; 3rd, Andrew Kinross, Myross Bush. — [566, 797, 727, 842]
prize-entry: 2. Best two-tooth Ram.—1st prize, £2; 2nd ditto, £1; 3rd ditto, honorary certificate; 11 entries—1st and 2nd, Alexander Smith, One Tree Point; 3rd, New Zealand and Australian Land Company, Robert Hamilton, Morton Mains, Manager. — [744, 577, 905, 622]
prize-entries — [736, 1379, 905, 1461]
prize-entry: 11. Best Bull of any age or breed.—1st prize, silver medal, value £3; 6 entries—1st, W B Kingswell; no other prize awarded. — [744, 301, 905, 329]
